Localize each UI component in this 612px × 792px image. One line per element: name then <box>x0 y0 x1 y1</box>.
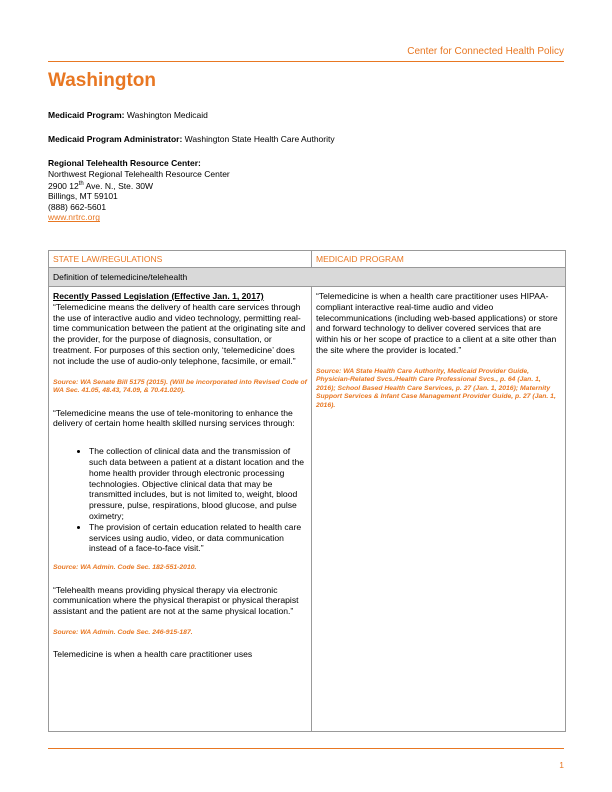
telehealth-table <box>48 250 566 732</box>
header-divider <box>48 61 564 62</box>
legislation-heading: Recently Passed Legislation (Effective Jan. 1, 2017) <box>53 291 264 301</box>
column-header-state-law: STATE LAW/REGULATIONS <box>49 251 312 268</box>
section-heading: Definition of telemedicine/telehealth <box>49 268 566 287</box>
page-title: Washington <box>48 70 156 91</box>
resource-center-block <box>48 158 568 223</box>
state-law-source-3: Source: WA Admin. Code Sec. 246-915-187. <box>53 629 193 637</box>
state-law-quote-2: “Telemedicine means the use of tele-monitoring to enhance the delivery of certain home health skilled nursing services through: <box>53 407 295 429</box>
page-number: 1 <box>559 760 564 770</box>
resource-center-label: Regional Telehealth Resource Center: <box>48 158 201 168</box>
medicaid-source-1: Source: WA State Health Care Authority, Medicaid Provider Guide, Physician-Related Svcs./Health Care Professional Svcs., p. 64 (Jan. 1, 2016); School Based Health Care Services, p. 27 (Jan. 1, 2016); Maternity Support Services & Infant Case Management Provider Guide, p. 27 (Jan. 1, 2016). <box>316 367 556 409</box>
medicaid-program-line <box>48 110 568 121</box>
medicaid-quote-1: “Telemedicine is when a health care practitioner uses HIPAA-compliant interactive real-time audio and video telecommunications (including web-based applications) or store and forward technology to deliver covered services that are within his or her scope of practice to a client at a site other than the site where the provider is located.” <box>316 291 558 355</box>
list-item: • The provision of certain education related to health care services using audio, video, or data communication instead of a face-to-face visit.” <box>89 522 307 554</box>
medicaid-admin-label: Medicaid Program Administrator: <box>48 134 183 144</box>
resource-center-city: Billings, MT 59101 <box>48 191 118 202</box>
state-law-source-1: Source: WA Senate Bill 5175 (2015). (Will be incorporated into Revised Code of WA Sec. 41.05, 48.43, 74.09, & 70.41.020). <box>53 378 307 395</box>
medicaid-program-label: Medicaid Program: <box>48 110 125 120</box>
state-law-quote-1: “Telemedicine means the delivery of health care services through the use of interactive audio and video technology, permitting real-time communication between the patient at the originating site and the provider, for the purpose of diagnosis, consultation, or treatment. For purposes of this section only, ‘telemedicine’ does not include the use of audio-only telephone, facsimile, or email.” <box>53 301 306 366</box>
resource-center-address: 2900 12th Ave. N., Ste. 30W <box>48 180 154 191</box>
medicaid-cell <box>312 287 566 732</box>
resource-center-website-link[interactable]: www.nrtrc.org <box>48 212 100 223</box>
footer-divider <box>48 748 564 749</box>
header-organization: Center for Connected Health Policy <box>407 46 564 57</box>
resource-center-name: Northwest Regional Telehealth Resource Center <box>48 168 230 179</box>
state-law-source-2: Source: WA Admin. Code Sec. 182-551-2010. <box>53 564 197 572</box>
telemonitoring-list <box>53 446 307 554</box>
column-header-medicaid: MEDICAID PROGRAM <box>312 251 566 268</box>
resource-center-phone: (888) 662-5601 <box>48 201 107 212</box>
list-item: • The collection of clinical data and the transmission of such data between a patient at a distant location and the home health provider through electronic processing technologies. Objective clinical data that may be transmitted includes, but is not limited to, weight, blood pressure, pulse, respirations, blood glucose, and pulse oximetry; <box>89 446 307 522</box>
medicaid-admin-line <box>48 134 568 145</box>
medicaid-program-value: Washington Medicaid <box>126 110 208 120</box>
state-law-quote-4: Telemedicine is when a health care practitioner uses <box>53 648 253 659</box>
state-law-quote-3: “Telehealth means providing physical therapy via electronic communication where the physical therapist or physical therapist assistant and the patient are not at the same physical location.” <box>53 584 299 617</box>
state-law-cell <box>49 287 312 732</box>
medicaid-admin-value: Washington State Health Care Authority <box>184 134 335 144</box>
